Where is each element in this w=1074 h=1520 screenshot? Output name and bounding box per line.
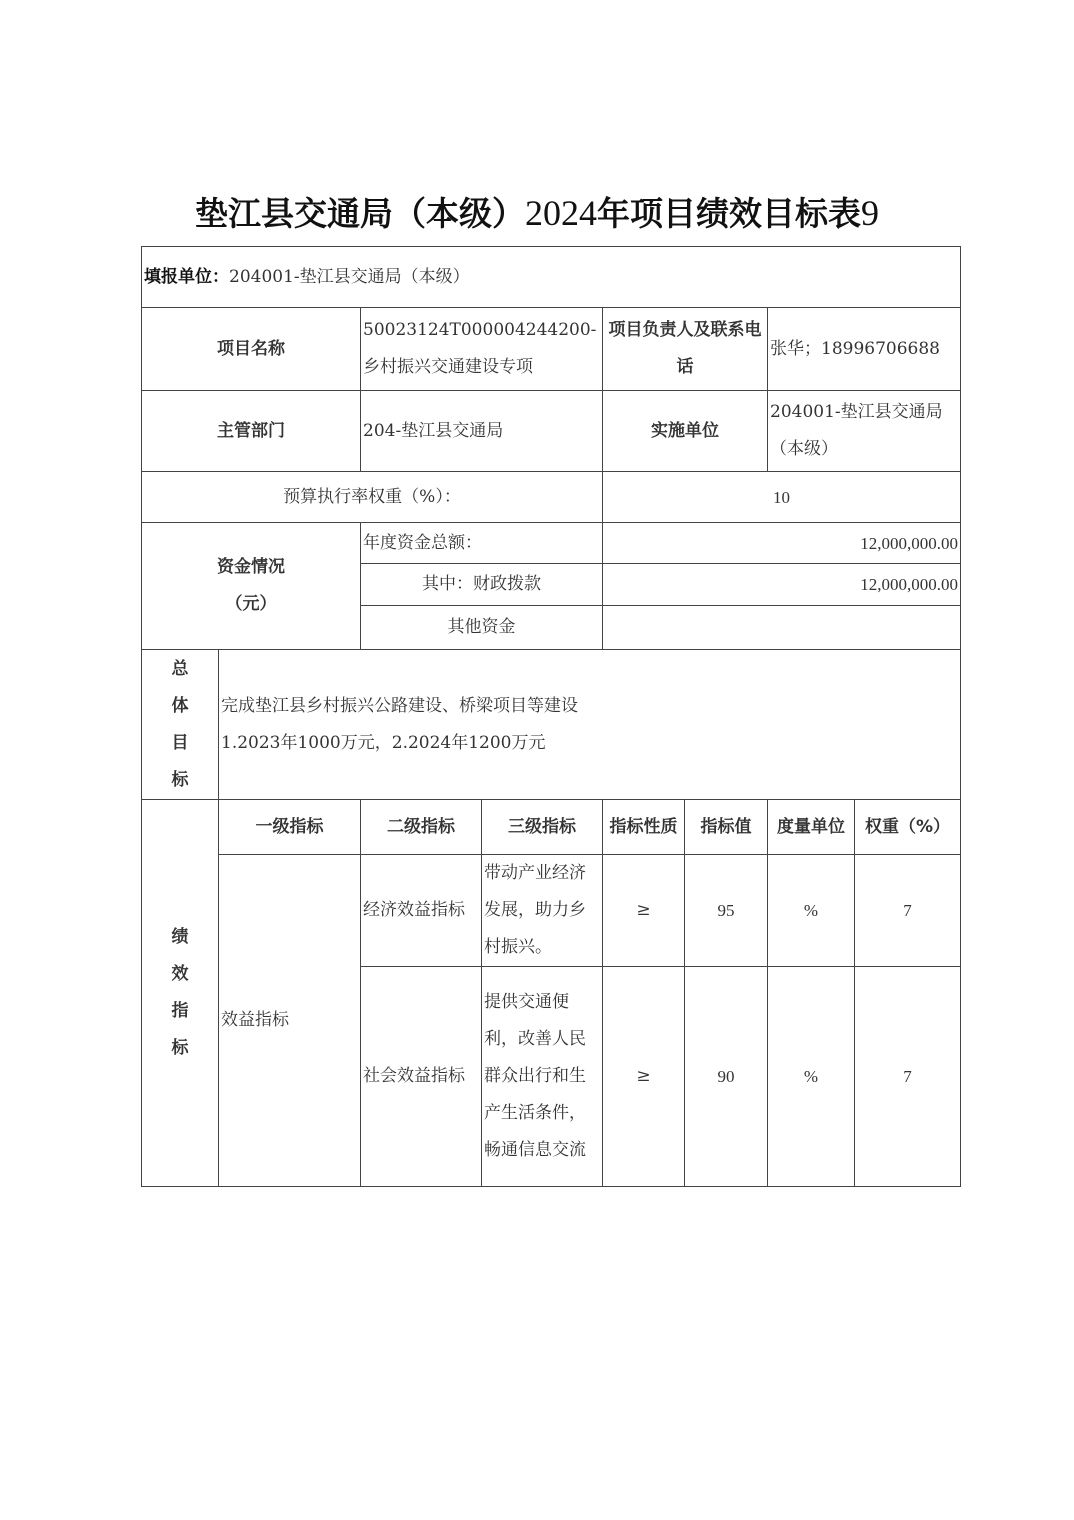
funds-label-line2: （元） [225,594,277,614]
funds-label-line1: 资金情况 [217,557,285,577]
filler-row [142,247,961,308]
indicator-weight: 7 [855,855,961,967]
overall-goal-char: 目 [171,732,189,753]
indicators-label [142,800,219,1187]
indicator-level2: 经济效益指标 [361,855,482,967]
indicator-weight: 7 [855,967,961,1187]
funds-fiscal-label: 其中：财政拨款 [361,564,603,606]
indicator-level3: 带动产业经济发展，助力乡村振兴。 [482,855,603,967]
overall-goal-char: 体 [171,695,189,716]
header-unit: 度量单位 [768,800,855,855]
indicator-unit: % [768,967,855,1187]
indicator-row [142,855,961,967]
indicator-nature: ≥ [603,855,685,967]
indicator-level1: 效益指标 [219,855,361,1187]
project-owner-label: 项目负责人及联系电话 [603,308,768,391]
overall-goal-line2: 1.2023年1000万元，2.2024年1200万元 [221,732,546,753]
header-nature: 指标性质 [603,800,685,855]
funds-total-value: 12,000,000.00 [603,523,961,564]
overall-goal-content [219,650,961,800]
indicators-char: 效 [171,964,189,984]
overall-goal-line1: 完成垫江县乡村振兴公路建设、桥梁项目等建设 [221,695,578,716]
indicator-level2: 社会效益指标 [361,967,482,1187]
title-prefix: 垫江县交通局（本级） [195,194,525,233]
header-level3: 三级指标 [482,800,603,855]
filler-value: 204001-垫江县交通局（本级） [229,266,470,287]
header-value: 指标值 [685,800,768,855]
funds-other-value [603,606,961,650]
title-year: 2024 [525,193,597,233]
indicator-value: 95 [685,855,768,967]
performance-target-table [141,246,961,1187]
title-index: 9 [861,193,879,233]
overall-goal-row [142,650,961,800]
funds-total-label: 年度资金总额： [361,523,603,564]
overall-goal-label [142,650,219,800]
indicators-char: 绩 [171,927,189,947]
project-name-label: 项目名称 [142,308,361,391]
department-row [142,391,961,472]
budget-weight-value: 10 [603,472,961,523]
impl-label: 实施单位 [603,391,768,472]
funds-other-label: 其他资金 [361,606,603,650]
budget-weight-row [142,472,961,523]
header-weight: 权重（%） [855,800,961,855]
indicator-nature: ≥ [603,967,685,1187]
funds-fiscal-value: 12,000,000.00 [603,564,961,606]
funds-label [142,523,361,650]
filler-cell [142,247,961,308]
overall-goal-char: 总 [171,658,189,679]
filler-label: 填报单位： [144,266,229,287]
budget-weight-label: 预算执行率权重（%）： [142,472,603,523]
project-name-row [142,308,961,391]
dept-label: 主管部门 [142,391,361,472]
impl-value: 204001-垫江县交通局（本级） [768,391,961,472]
indicators-char: 指 [171,1001,189,1021]
project-name-value: 50023124T000004244200-乡村振兴交通建设专项 [361,308,603,391]
page-title [0,188,1074,235]
indicators-char: 标 [171,1038,189,1058]
dept-value: 204-垫江县交通局 [361,391,603,472]
header-level2: 二级指标 [361,800,482,855]
indicator-level3: 提供交通便利，改善人民群众出行和生产生活条件，畅通信息交流 [482,967,603,1187]
project-owner-value: 张华；18996706688 [768,308,961,391]
overall-goal-char: 标 [171,769,189,790]
title-suffix: 年项目绩效目标表 [597,194,861,233]
indicator-unit: % [768,855,855,967]
funds-row [142,523,961,564]
indicator-value: 90 [685,967,768,1187]
indicator-header-row [142,800,961,855]
header-level1: 一级指标 [219,800,361,855]
